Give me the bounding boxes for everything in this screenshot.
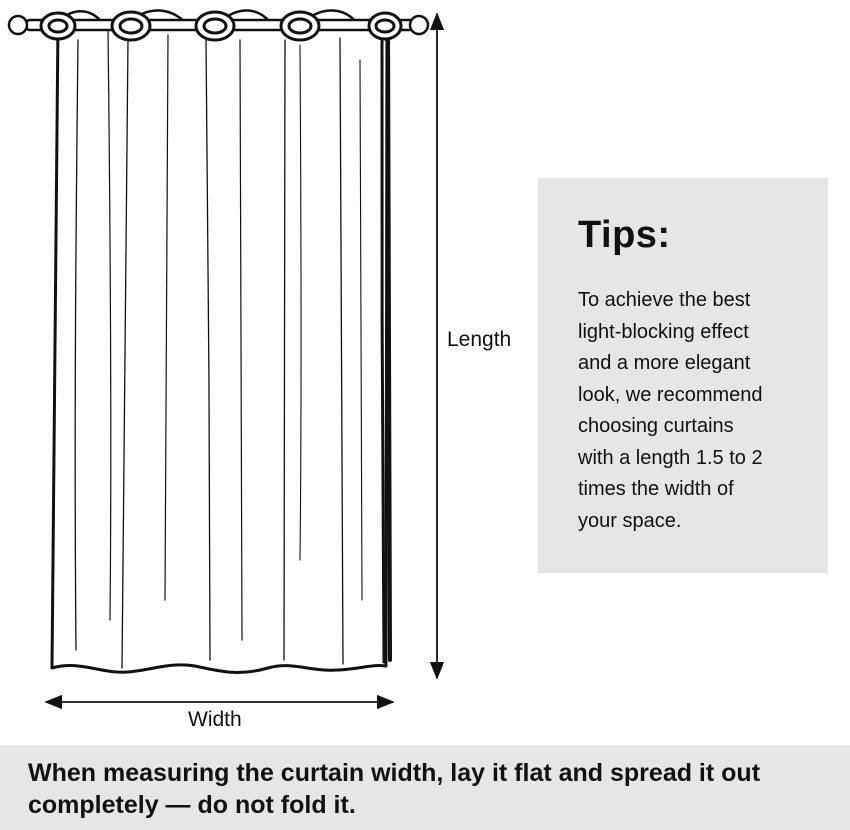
length-label: Length [447, 328, 512, 351]
grommet [376, 20, 394, 32]
tips-line: light-blocking effect [578, 320, 749, 343]
tips-line: look, we recommend [578, 383, 763, 406]
rod-right-finial [410, 16, 428, 34]
tips-line: times the width of [578, 478, 734, 500]
tips-line: your space. [578, 509, 682, 532]
tips-title: Tips: [578, 214, 671, 256]
tips-line: with a length 1.5 to 2 [578, 446, 763, 469]
tips-line: To achieve the best [578, 289, 751, 311]
curtain-icon [52, 10, 390, 672]
grommet [289, 19, 311, 33]
tips-line: and a more elegant [578, 352, 751, 374]
rod-left-finial [9, 16, 27, 34]
measuring-note-line: When measuring the curtain width, lay it flat and spread it out [28, 759, 761, 787]
width-label: Width [188, 708, 242, 731]
tips-panel [538, 178, 828, 573]
grommet [204, 19, 226, 33]
measuring-note-banner [0, 745, 850, 830]
grommet [120, 19, 142, 33]
tips-line: choosing curtains [578, 415, 734, 437]
grommet [49, 20, 67, 32]
tips-text [578, 285, 808, 537]
measuring-note-line: completely — do not fold it. [28, 791, 356, 819]
